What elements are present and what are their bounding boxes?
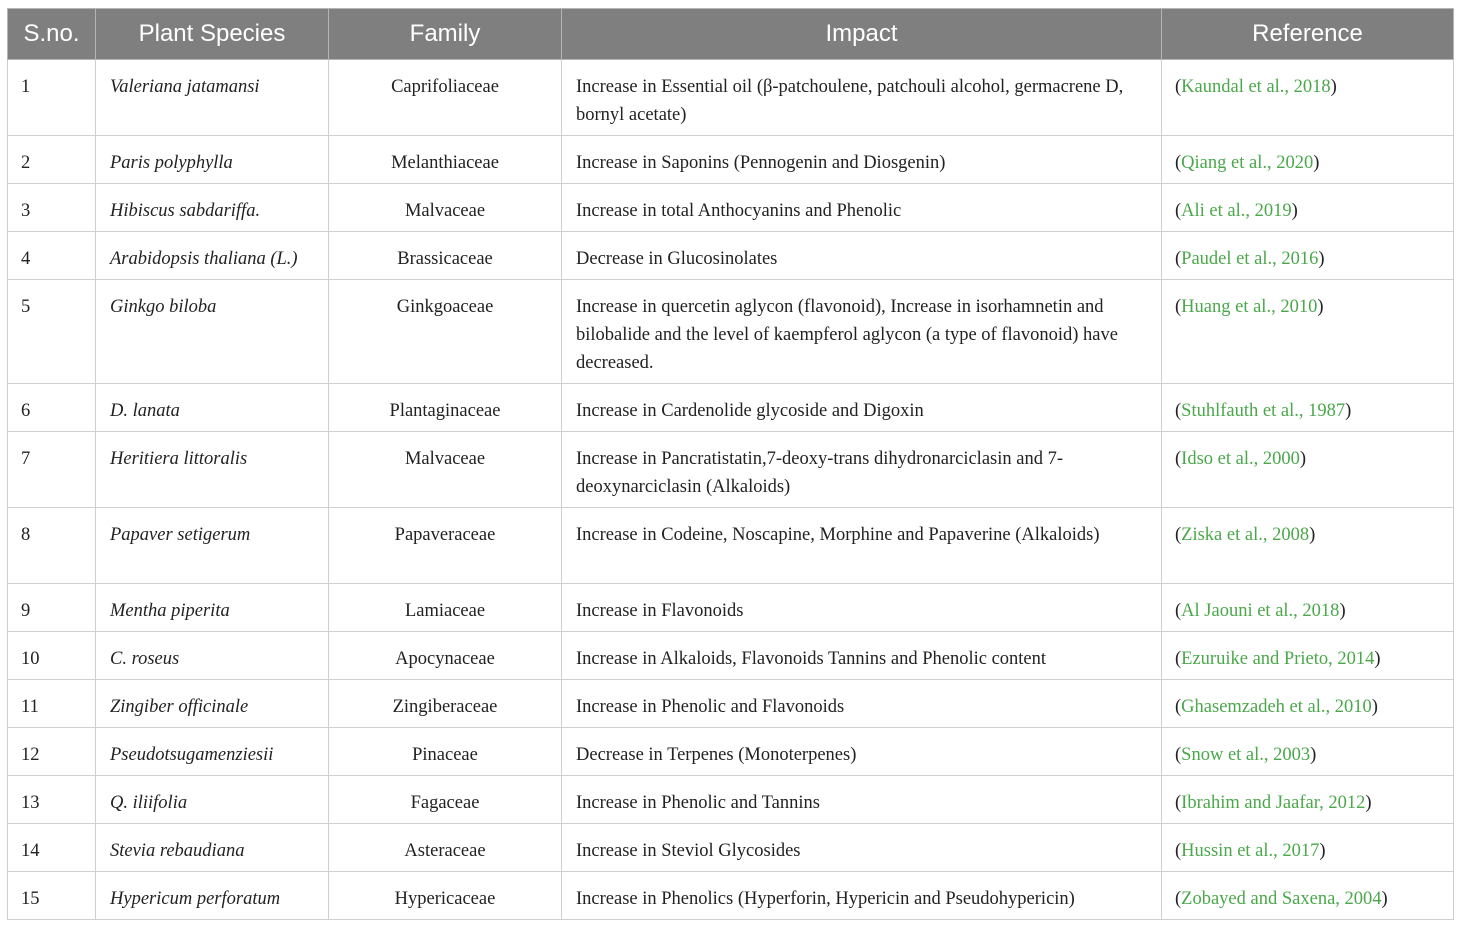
table-row [8,872,1454,920]
cell-reference: (Ghasemzadeh et al., 2010) [1162,680,1454,728]
table-row [8,680,1454,728]
reference-link[interactable]: Paudel et al., 2016 [1181,249,1319,269]
table-row [8,384,1454,432]
cell-family: Malvaceae [329,184,562,232]
cell-reference: (Paudel et al., 2016) [1162,232,1454,280]
header-row [8,9,1454,60]
cell-sno: 3 [8,184,96,232]
reference-link[interactable]: Ezuruike and Prieto, 2014 [1181,649,1375,669]
cell-reference: (Hussin et al., 2017) [1162,824,1454,872]
cell-sno: 4 [8,232,96,280]
cell-species: Paris polyphylla [96,136,329,184]
cell-impact: Increase in Cardenolide glycoside and Digoxin [562,384,1162,432]
cell-reference: (Stuhlfauth et al., 1987) [1162,384,1454,432]
table-row [8,584,1454,632]
cell-sno: 13 [8,776,96,824]
reference-link[interactable]: Idso et al., 2000 [1181,449,1300,469]
cell-family: Plantaginaceae [329,384,562,432]
header-reference: Reference [1162,9,1454,60]
table-row [8,776,1454,824]
cell-family: Pinaceae [329,728,562,776]
cell-species: Zingiber officinale [96,680,329,728]
reference-link[interactable]: Ziska et al., 2008 [1181,525,1310,545]
reference-link[interactable]: Stuhlfauth et al., 1987 [1181,401,1346,421]
cell-sno: 5 [8,280,96,384]
cell-impact: Increase in Phenolic and Tannins [562,776,1162,824]
data-table [7,8,1454,920]
cell-reference: (Al Jaouni et al., 2018) [1162,584,1454,632]
reference-link[interactable]: Kaundal et al., 2018 [1181,77,1331,97]
reference-link[interactable]: Snow et al., 2003 [1181,745,1311,765]
table-header [8,9,1454,60]
cell-sno: 15 [8,872,96,920]
reference-link[interactable]: Ali et al., 2019 [1181,201,1292,221]
cell-impact: Decrease in Glucosinolates [562,232,1162,280]
cell-species: Q. iliifolia [96,776,329,824]
reference-link[interactable]: Qiang et al., 2020 [1181,153,1314,173]
table-row [8,136,1454,184]
cell-sno: 8 [8,508,96,584]
cell-species: Mentha piperita [96,584,329,632]
table-row [8,280,1454,384]
reference-link[interactable]: Huang et al., 2010 [1181,297,1318,317]
cell-species: Arabidopsis thaliana (L.) [96,232,329,280]
cell-species: Stevia rebaudiana [96,824,329,872]
reference-link[interactable]: Ibrahim and Jaafar, 2012 [1181,793,1366,813]
cell-reference: (Huang et al., 2010) [1162,280,1454,384]
cell-impact: Increase in total Anthocyanins and Phenolic [562,184,1162,232]
cell-sno: 12 [8,728,96,776]
cell-reference: (Kaundal et al., 2018) [1162,60,1454,136]
cell-family: Malvaceae [329,432,562,508]
table-body [8,60,1454,920]
table-row [8,184,1454,232]
cell-sno: 7 [8,432,96,508]
cell-sno: 2 [8,136,96,184]
table-row [8,728,1454,776]
table-row [8,60,1454,136]
cell-species: D. lanata [96,384,329,432]
cell-family: Apocynaceae [329,632,562,680]
cell-sno: 14 [8,824,96,872]
cell-impact: Increase in Phenolic and Flavonoids [562,680,1162,728]
table-row [8,508,1454,584]
table-row [8,824,1454,872]
cell-species: Pseudotsugamenziesii [96,728,329,776]
cell-family: Caprifoliaceae [329,60,562,136]
cell-family: Asteraceae [329,824,562,872]
cell-species: Valeriana jatamansi [96,60,329,136]
cell-impact: Increase in Essential oil (β-patchoulene, patchouli alcohol, germacrene D, bornyl acetate) [562,60,1162,136]
cell-family: Zingiberaceae [329,680,562,728]
cell-species: C. roseus [96,632,329,680]
reference-link[interactable]: Zobayed and Saxena, 2004 [1181,889,1382,909]
cell-impact: Increase in Saponins (Pennogenin and Diosgenin) [562,136,1162,184]
cell-sno: 10 [8,632,96,680]
reference-link[interactable]: Ghasemzadeh et al., 2010 [1181,697,1372,717]
table-row [8,432,1454,508]
header-family: Family [329,9,562,60]
cell-species: Hypericum perforatum [96,872,329,920]
cell-reference: (Ezuruike and Prieto, 2014) [1162,632,1454,680]
cell-reference: (Snow et al., 2003) [1162,728,1454,776]
cell-species: Heritiera littoralis [96,432,329,508]
cell-family: Brassicaceae [329,232,562,280]
cell-reference: (Idso et al., 2000) [1162,432,1454,508]
cell-family: Lamiaceae [329,584,562,632]
header-sno: S.no. [8,9,96,60]
reference-link[interactable]: Al Jaouni et al., 2018 [1181,601,1340,621]
cell-impact: Increase in Alkaloids, Flavonoids Tannins and Phenolic content [562,632,1162,680]
cell-family: Hypericaceae [329,872,562,920]
cell-impact: Increase in Phenolics (Hyperforin, Hypericin and Pseudohypericin) [562,872,1162,920]
cell-reference: (Qiang et al., 2020) [1162,136,1454,184]
cell-sno: 6 [8,384,96,432]
cell-sno: 1 [8,60,96,136]
cell-reference: (Zobayed and Saxena, 2004) [1162,872,1454,920]
cell-impact: Increase in Flavonoids [562,584,1162,632]
cell-reference: (Ibrahim and Jaafar, 2012) [1162,776,1454,824]
cell-impact: Increase in Steviol Glycosides [562,824,1162,872]
cell-family: Fagaceae [329,776,562,824]
cell-impact: Increase in Pancratistatin,7-deoxy-trans dihydronarciclasin and 7-deoxynarciclasin (Alkaloids) [562,432,1162,508]
cell-family: Melanthiaceae [329,136,562,184]
cell-impact: Decrease in Terpenes (Monoterpenes) [562,728,1162,776]
cell-family: Papaveraceae [329,508,562,584]
reference-link[interactable]: Hussin et al., 2017 [1181,841,1320,861]
table-row [8,632,1454,680]
cell-impact: Increase in Codeine, Noscapine, Morphine and Papaverine (Alkaloids) [562,508,1162,584]
cell-sno: 9 [8,584,96,632]
cell-family: Ginkgoaceae [329,280,562,384]
cell-impact: Increase in quercetin aglycon (flavonoid), Increase in isorhamnetin and bilobalide and the level of kaempferol aglycon (a type of flavonoid) have decreased. [562,280,1162,384]
cell-species: Papaver setigerum [96,508,329,584]
header-plant-species: Plant Species [96,9,329,60]
header-impact: Impact [562,9,1162,60]
cell-species: Hibiscus sabdariffa. [96,184,329,232]
table-row [8,232,1454,280]
cell-reference: (Ziska et al., 2008) [1162,508,1454,584]
cell-sno: 11 [8,680,96,728]
cell-reference: (Ali et al., 2019) [1162,184,1454,232]
cell-species: Ginkgo biloba [96,280,329,384]
